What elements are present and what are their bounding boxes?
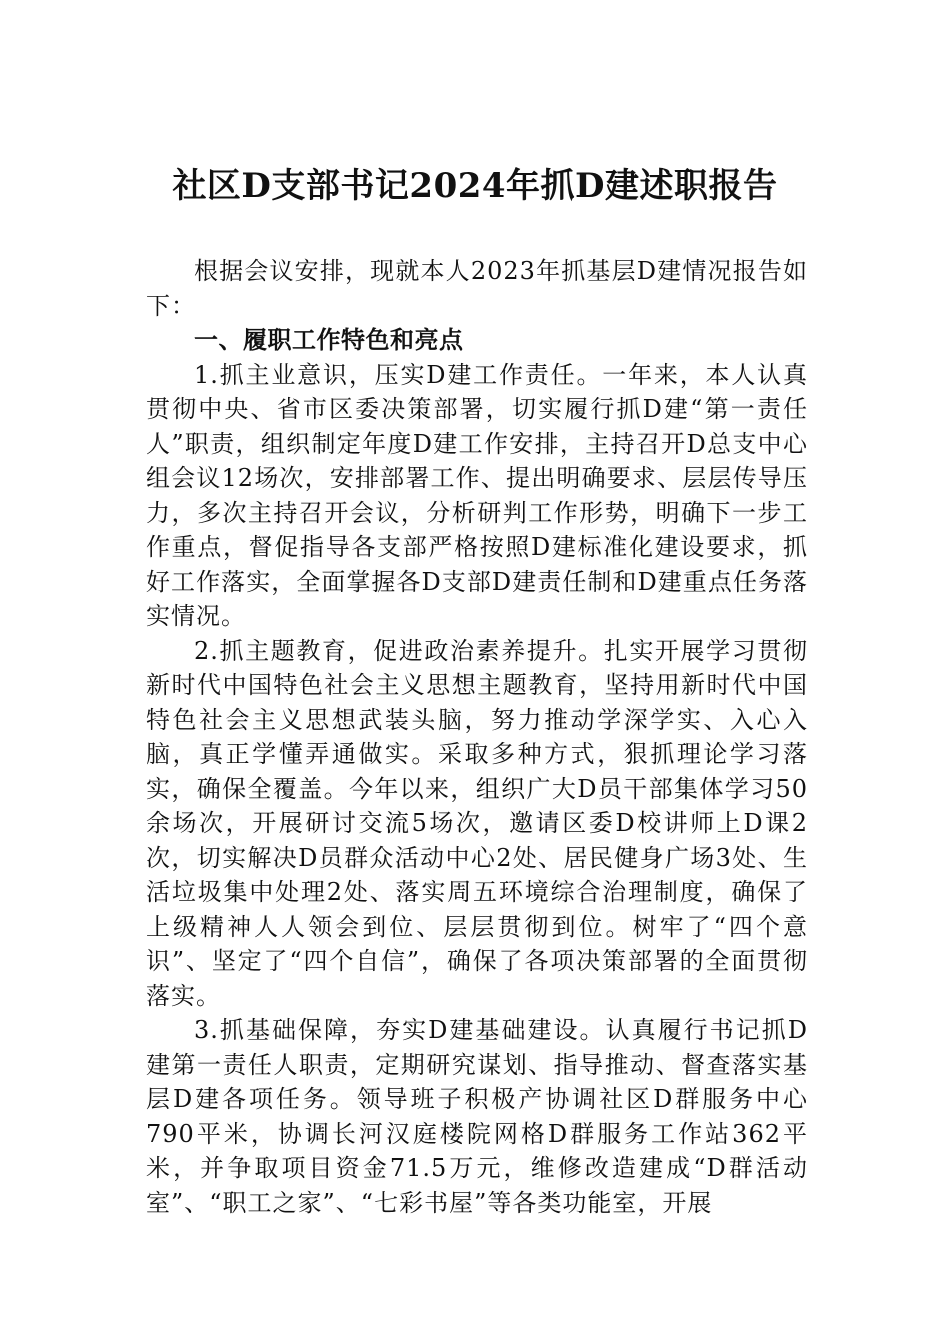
paragraph-3: 3.抓基础保障，夯实D建基础建设。认真履行书记抓D建第一责任人职责，定期研究谋划、指导推动、督查落实基层D建各项任务。领导班子积极产协调社区D群服务中心790平米，协调长河汉庭楼院网格D群服务工作站362平米，并争取项目资金71.5万元，维修改造建成“D群活动室”、“职工之家”、“七彩书屋”等各类功能室，开展 xyxy=(146,1016,808,1217)
paragraph-2: 2.抓主题教育，促进政治素养提升。扎实开展学习贯彻新时代中国特色社会主义思想主题教育，坚持用新时代中国特色社会主义思想武装头脑，努力推动学深学实、入心入脑，真正学懂弄通做实。采取多种方式，狠抓理论学习落实，确保全覆盖。今年以来，组织广大D员干部集体学习50余场次，开展研讨交流5场次，邀请区委D校讲师上D课2次，切实解决D员群众活动中心2处、居民健身广场3处、生活垃圾集中处理2处、落实周五环境综合治理制度，确保了上级精神人人领会到位、层层贯彻到位。树牢了“四个意识”、坚定了“四个自信”，确保了各项决策部署的全面贯彻落实。 xyxy=(146,636,808,1010)
intro-paragraph: 根据会议安排，现就本人2023年抓基层D建情况报告如下： xyxy=(146,257,808,320)
paragraph-1: 1.抓主业意识，压实D建工作责任。一年来，本人认真贯彻中央、省市区委决策部署，切实履行抓D建“第一责任人”职责，组织制定年度D建工作安排，主持召开D总支中心组会议12场次，安排部署工作、提出明确要求、层层传导压力，多次主持召开会议，分析研判工作形势，明确下一步工作重点，督促指导各支部严格按照D建标准化建设要求，抓好工作落实，全面掌握各D支部D建责任制和D建重点任务落实情况。 xyxy=(146,360,808,630)
document-title: 社区D支部书记2024年抓D建述职报告 xyxy=(172,166,778,206)
document-body xyxy=(146,254,808,1220)
section-heading: 一、履职工作特色和亮点 xyxy=(194,326,464,354)
